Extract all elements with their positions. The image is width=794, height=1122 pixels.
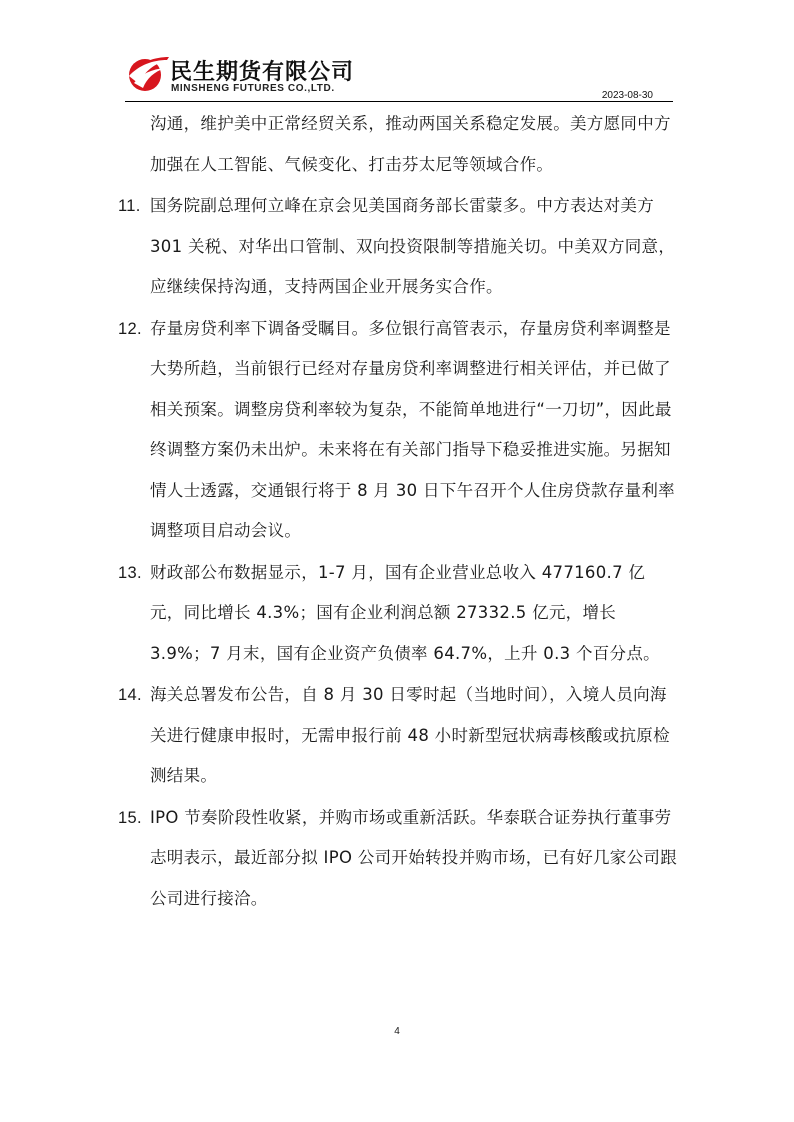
- list-item: [118, 309, 678, 552]
- list-item: [118, 186, 678, 308]
- continued-paragraph: 沟通，维护美中正常经贸关系，推动两国关系稳定发展。美方愿同中方加强在人工智能、气候变化、打击芬太尼等领域合作。: [150, 114, 671, 174]
- item-number: 12.: [118, 319, 142, 338]
- report-date: 2023-08-30: [601, 90, 653, 101]
- item-text: 财政部公布数据显示，1-7 月，国有企业营业总收入 477160.7 亿元，同比增长 4.3%；国有企业利润总额 27332.5 亿元，增长 3.9%；7 月末，国有企业资产负债率 64.7%，上升 0.3 个百分点。: [150, 562, 660, 663]
- item-text: 海关总署发布公告，自 8 月 30 日零时起（当地时间），入境人员向海关进行健康申报时，无需申报行前 48 小时新型冠状病毒核酸或抗原检测结果。: [150, 685, 670, 785]
- header-rule: [125, 101, 673, 102]
- list-item: [118, 553, 678, 675]
- item-number: 11.: [118, 197, 141, 215]
- item-number: 15.: [118, 808, 142, 827]
- page-content: [118, 104, 678, 919]
- item-number: 13.: [118, 563, 142, 582]
- minsheng-logo-icon: [125, 54, 169, 94]
- item-number: 14.: [118, 686, 142, 704]
- company-name-cn: 民生期货有限公司: [170, 60, 355, 85]
- item-text: 国务院副总理何立峰在京会见美国商务部长雷蒙多。中方表达对美方 301 关税、对华出口管制、双向投资限制等措施关切。中美双方同意，应继续保持沟通，支持两国企业开展务实合作。: [150, 196, 676, 296]
- company-name-en: MINSHENG FUTURES CO.,LTD.: [171, 83, 335, 94]
- page-number: 4: [394, 1026, 400, 1037]
- list-item: [118, 675, 678, 797]
- item-text: 存量房贷利率下调备受瞩目。多位银行高管表示，存量房贷利率调整是大势所趋，当前银行已经对存量房贷利率调整进行相关评估，并已做了相关预案。调整房贷利率较为复杂，不能简单地进行“一刀切”，因此最终调整方案仍未出炉。未来将在有关部门指导下稳妥推进实施。另据知情人士透露，交通银行将于 8 月 30 日下午召开个人住房贷款存量利率调整项目启动会议。: [150, 318, 675, 540]
- page-header: [125, 52, 673, 102]
- item-text: IPO 节奏阶段性收紧，并购市场或重新活跃。华泰联合证券执行董事劳志明表示，最近部分拟 IPO 公司开始转投并购市场，已有好几家公司跟公司进行接洽。: [150, 807, 677, 908]
- list-item: [118, 798, 678, 920]
